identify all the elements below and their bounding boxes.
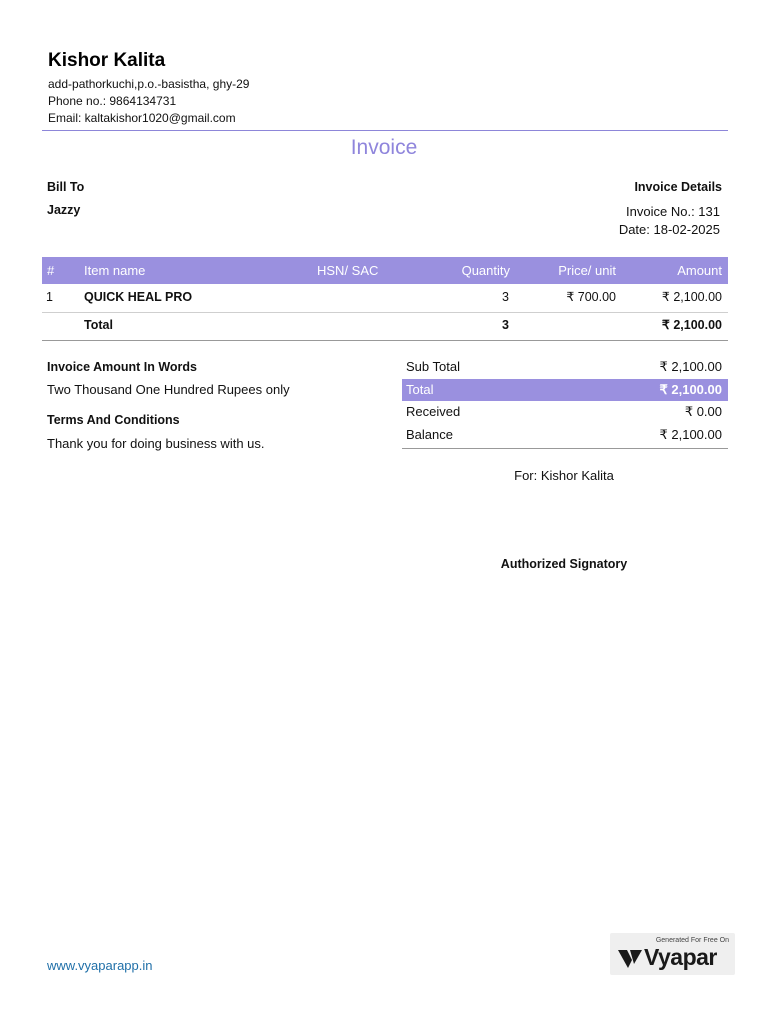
- badge-brand: Vyapar: [644, 944, 717, 970]
- row-item-name: QUICK HEAL PRO: [84, 290, 193, 304]
- table-row: [42, 284, 728, 311]
- col-item-name-header: Item name: [84, 263, 146, 278]
- footer-website-link[interactable]: www.vyaparapp.in: [47, 958, 153, 973]
- header-divider: [42, 130, 728, 131]
- total-label: Total: [84, 318, 113, 332]
- row-price: ₹ 700.00: [566, 290, 616, 304]
- summary-total: [402, 379, 728, 401]
- badge-caption: Generated For Free On: [655, 937, 729, 944]
- received-label: Received: [406, 404, 461, 419]
- row-quantity: 3: [502, 290, 509, 304]
- vyapar-badge[interactable]: [610, 933, 735, 975]
- authorized-signatory-label: Authorized Signatory: [500, 557, 628, 571]
- col-index-header: #: [47, 263, 55, 278]
- invoice-number: Invoice No.: 131: [626, 204, 720, 219]
- total-quantity: 3: [502, 318, 509, 332]
- seller-name: Kishor Kalita: [48, 50, 166, 71]
- terms-value: Thank you for doing business with us.: [47, 436, 265, 451]
- bill-to-name: Jazzy: [47, 203, 81, 217]
- bill-to-label: Bill To: [47, 180, 85, 194]
- seller-address: add-pathorkuchi,p.o.-basistha, ghy-29: [48, 77, 250, 91]
- vyapar-logo-icon: [618, 948, 642, 970]
- col-price-header: Price/ unit: [558, 263, 616, 278]
- table-bottom-divider: [42, 340, 728, 341]
- col-amount-header: Amount: [677, 263, 722, 278]
- summary-bottom-divider: [402, 448, 728, 449]
- invoice-date: Date: 18-02-2025: [618, 222, 720, 237]
- summary-balance: [402, 424, 728, 446]
- balance-label: Balance: [406, 427, 453, 442]
- terms-label: Terms And Conditions: [47, 413, 180, 427]
- summary-total-value: ₹ 2,100.00: [659, 382, 722, 397]
- invoice-details-label: Invoice Details: [634, 180, 722, 194]
- summary-sub-total: [402, 356, 728, 378]
- seller-email: Email: kaltakishor1020@gmail.com: [48, 111, 236, 125]
- balance-value: ₹ 2,100.00: [659, 427, 722, 442]
- table-total-row: [42, 312, 728, 339]
- total-amount: ₹ 2,100.00: [661, 318, 722, 332]
- row-index: 1: [46, 290, 53, 304]
- sub-total-label: Sub Total: [406, 359, 460, 374]
- document-title: Invoice: [350, 136, 418, 159]
- summary-total-label: Total: [406, 382, 434, 397]
- sub-total-value: ₹ 2,100.00: [659, 359, 722, 374]
- col-hsn-header: HSN/ SAC: [317, 263, 379, 278]
- row-amount: ₹ 2,100.00: [661, 290, 722, 304]
- signature-for-line: For: Kishor Kalita: [514, 468, 614, 483]
- summary-received: [402, 401, 728, 423]
- amount-in-words-value: Two Thousand One Hundred Rupees only: [47, 382, 290, 397]
- items-table-header: [42, 257, 728, 284]
- seller-phone: Phone no.: 9864134731: [48, 94, 177, 108]
- received-value: ₹ 0.00: [684, 404, 722, 419]
- amount-in-words-label: Invoice Amount In Words: [47, 360, 198, 374]
- col-quantity-header: Quantity: [461, 263, 510, 278]
